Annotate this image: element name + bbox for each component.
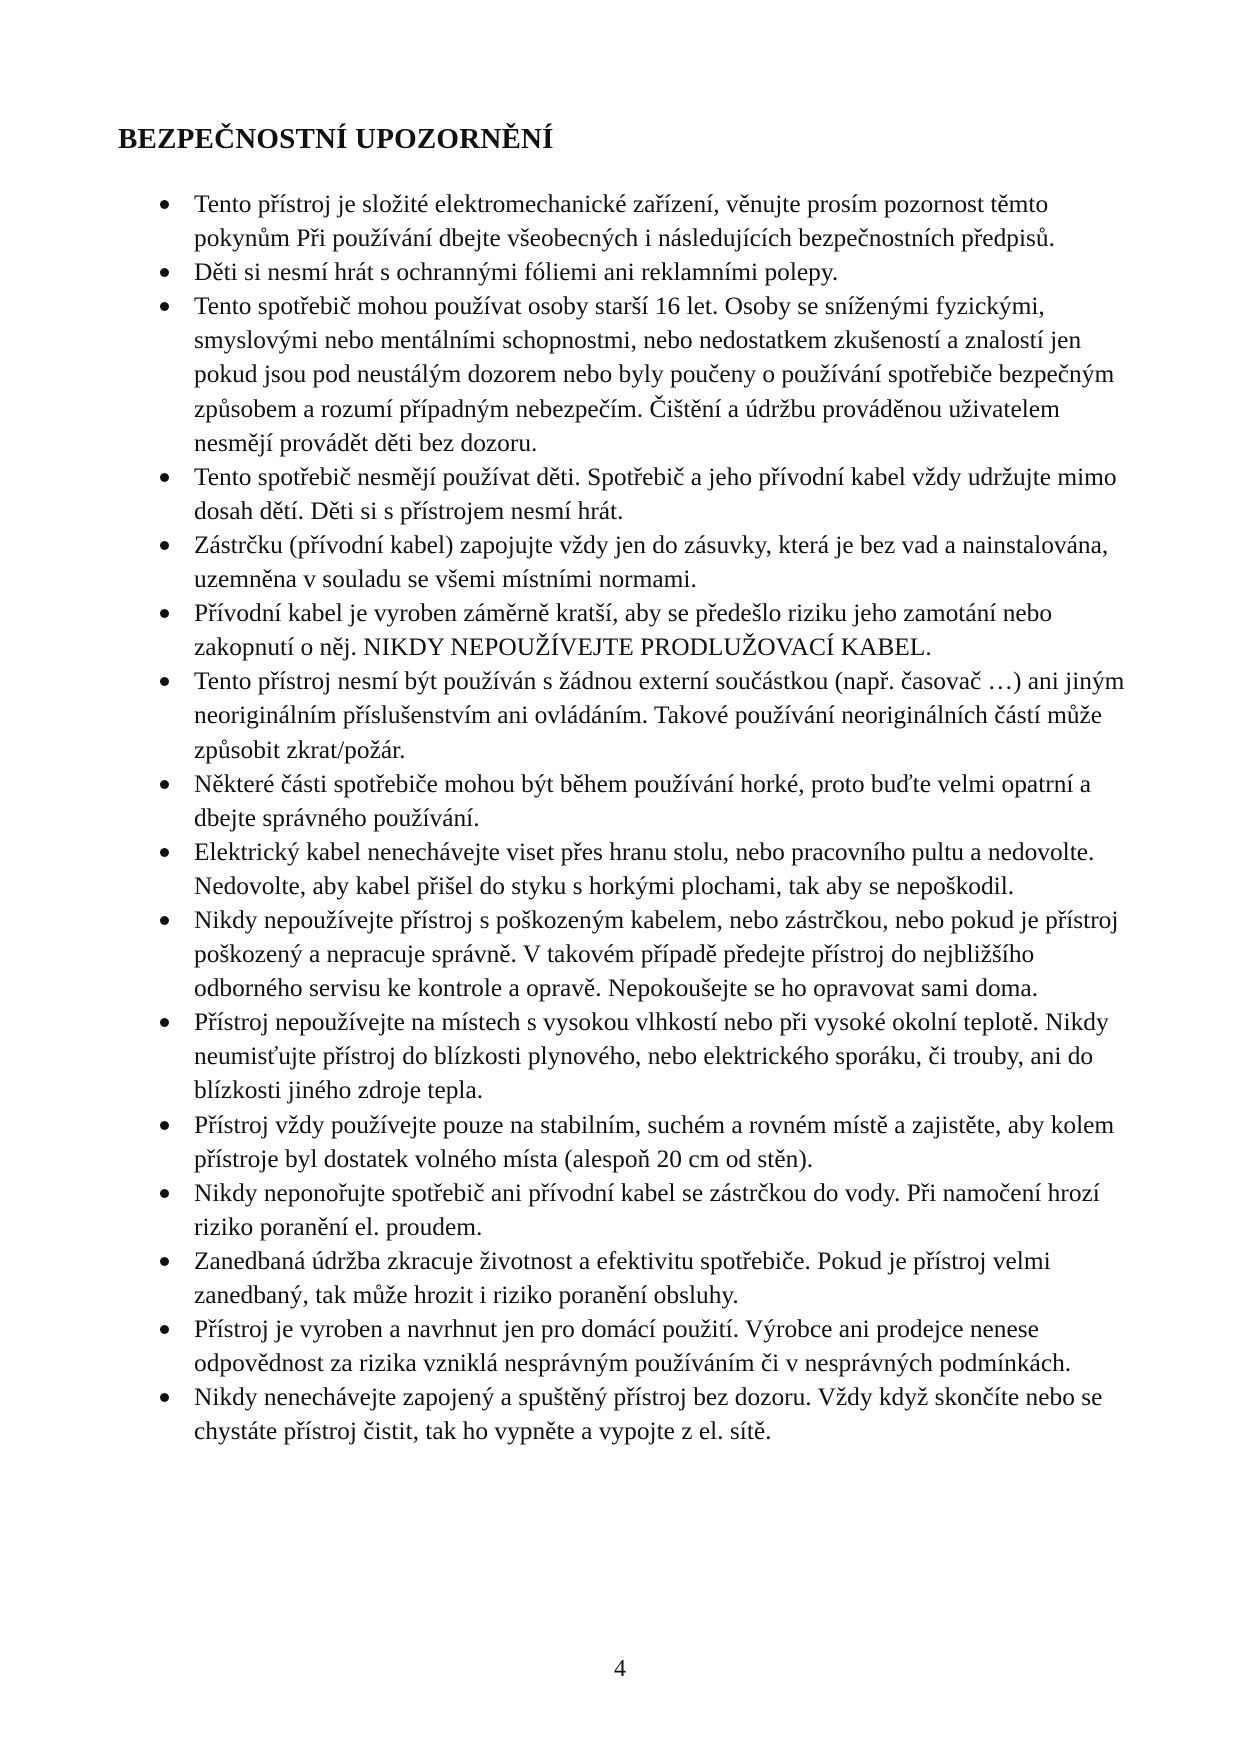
list-item <box>160 596 1135 664</box>
list-item <box>160 187 1135 255</box>
list-item <box>160 835 1135 903</box>
list-item <box>160 767 1135 835</box>
list-item-text: Tento přístroj je složité elektromechanické zařízení, věnujte prosím pozornost těmto pokynům Při používání dbejte všeobecných i následujících bezpečnostních předpisů. <box>194 190 1055 253</box>
bullet-icon <box>160 609 169 618</box>
bullet-icon <box>160 1325 169 1334</box>
list-item <box>160 255 1135 289</box>
list-item-text: Elektrický kabel nenechávejte viset přes hranu stolu, nebo pracovního pultu a nedovolte. Nedovolte, aby kabel přišel do styku s horkými plochami, tak aby se nepoškodil. <box>194 837 1095 900</box>
bullet-icon <box>160 1121 169 1130</box>
bullet-icon <box>160 1393 169 1402</box>
list-item-text: Přístroj vždy používejte pouze na stabilním, suchém a rovném místě a zajistěte, aby kolem přístroje byl dostatek volného místa (alespoň 20 cm od stěn). <box>194 1110 1115 1173</box>
bullet-icon <box>160 780 169 789</box>
list-item-text: Děti si nesmí hrát s ochrannými fóliemi ani reklamními polepy. <box>194 258 839 287</box>
list-item <box>160 1312 1135 1380</box>
bullet-icon <box>160 916 169 925</box>
list-item-text: Zanedbaná údržba zkracuje životnost a efektivitu spotřebiče. Pokud je přístroj velmi zanedbaný, tak může hrozit i riziko poranění obsluhy. <box>194 1246 1051 1309</box>
list-item <box>160 664 1135 766</box>
page-title: BEZPEČNOSTNÍ UPOZORNĚNÍ <box>118 123 554 155</box>
list-item <box>160 1176 1135 1244</box>
list-item <box>160 528 1135 596</box>
list-item <box>160 460 1135 528</box>
list-item-text: Nikdy nenechávejte zapojený a spuštěný přístroj bez dozoru. Vždy když skončíte nebo se chystáte přístroj čistit, tak ho vypněte a vypojte z el. sítě. <box>194 1383 1103 1446</box>
list-item-text: Přístroj je vyroben a navrhnut jen pro domácí použití. Výrobce ani prodejce nenese odpovědnost za rizika vzniklá nesprávným používáním či v nesprávných podmínkách. <box>194 1315 1072 1378</box>
bullet-icon <box>160 848 169 857</box>
bullet-icon <box>160 677 169 686</box>
list-item <box>160 1380 1135 1448</box>
list-item-text: Zástrčku (přívodní kabel) zapojujte vždy jen do zásuvky, která je bez vad a nainstalována, uzemněna v souladu se všemi místními normami. <box>194 530 1109 594</box>
bullet-icon <box>160 473 169 482</box>
bullet-icon <box>160 200 169 209</box>
list-item <box>160 1005 1135 1107</box>
list-item-text: Přístroj nepoužívejte na místech s vysokou vlhkostí nebo při vysoké okolní teplotě. Nikdy neumisťujte přístroj do blízkosti plynového, nebo elektrického sporáku, či trouby, ani do blízkosti jiného zdroje tepla. <box>194 1008 1109 1105</box>
list-item-text: Nikdy neponořujte spotřebič ani přívodní kabel se zástrčkou do vody. Při namočení hrozí riziko poranění el. proudem. <box>194 1178 1100 1241</box>
bullet-icon <box>160 1189 169 1198</box>
bullet-icon <box>160 1018 169 1027</box>
list-item-text: Tento spotřebič nesmějí používat děti. Spotřebič a jeho přívodní kabel vždy udržujte mimo dosah dětí. Děti si s přístrojem nesmí hrát. <box>194 462 1117 525</box>
list-item <box>160 903 1135 1005</box>
page-number: 4 <box>614 1656 626 1682</box>
bullet-icon <box>160 1257 169 1266</box>
list-item-text: Tento spotřebič mohou používat osoby starší 16 let. Osoby se sníženými fyzickými, smyslovými nebo mentálními schopnostmi, nebo nedostatkem zkušeností a znalostí jen pokud jsou pod neustálým dozorem nebo byly poučeny o používání spotřebiče bezpečným způsobem a rozumí případným nebezpečím. Čištění a údržbu prováděnou uživatelem nesmějí provádět děti bez dozoru. <box>194 292 1115 457</box>
bullet-icon <box>160 541 169 550</box>
list-item-text: Nikdy nepoužívejte přístroj s poškozeným kabelem, nebo zástrčkou, nebo pokud je přístroj poškozený a nepracuje správně. V takovém případě předejte přístroj do nejbližšího odborného servisu ke kontrole a opravě. Nepokoušejte se ho opravovat sami doma. <box>194 905 1119 1003</box>
list-item <box>160 1244 1135 1312</box>
list-item-text: Tento přístroj nesmí být používán s žádnou externí součástkou (např. časovač …) ani jiným neoriginálním příslušenstvím ani ovládáním. Takové používání neoriginálních částí může způsobit zkrat/požár. <box>194 667 1125 764</box>
list-item <box>160 289 1135 459</box>
safety-warnings-list <box>160 187 1135 1448</box>
bullet-icon <box>160 302 169 311</box>
bullet-icon <box>160 268 169 277</box>
list-item <box>160 1108 1135 1176</box>
list-item-text: Některé části spotřebiče mohou být během používání horké, proto buďte velmi opatrní a dbejte správného používání. <box>194 769 1092 832</box>
list-item-text: Přívodní kabel je vyroben záměrně kratší, aby se předešlo riziku jeho zamotání nebo zakopnutí o něj. NIKDY NEPOUŽÍVEJTE PRODLUŽOVACÍ KABEL. <box>194 599 1053 662</box>
